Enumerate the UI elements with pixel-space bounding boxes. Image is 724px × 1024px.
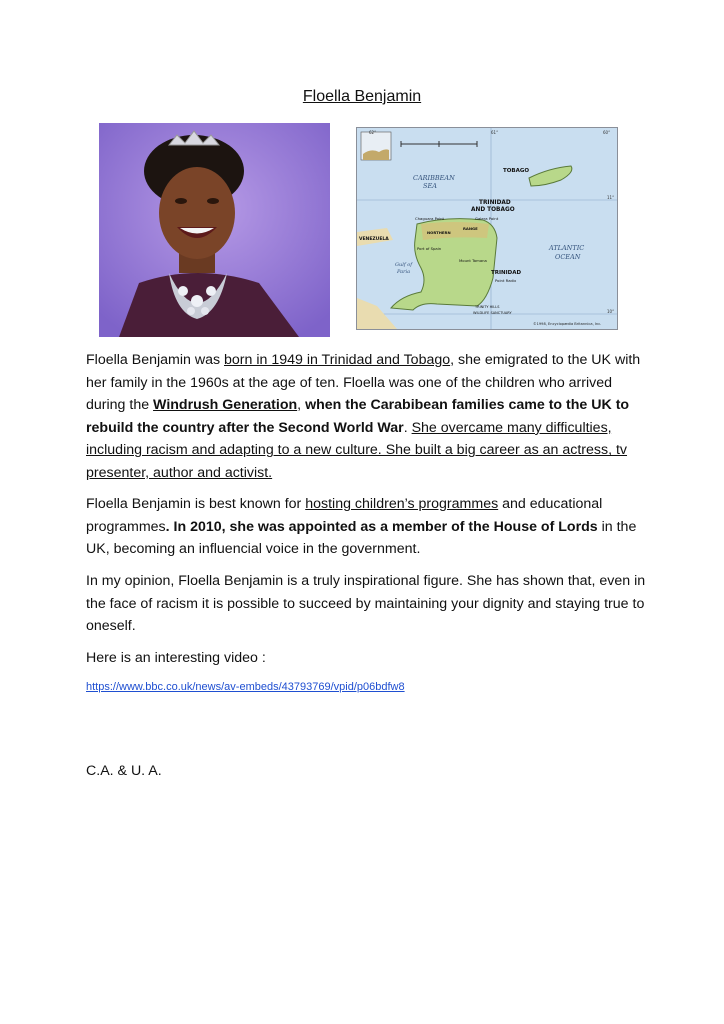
text-run: , she emigrated to the UK with her family in the 1960s at the age of ten. Floella was one of the children who arrived during the (86, 352, 641, 414)
map-country-label: TRINIDAD (479, 200, 511, 206)
text-run: and educational programmes (86, 496, 603, 535)
map-place-label: RANGE (463, 226, 478, 231)
map-place-label: Chaguara Point (415, 216, 445, 221)
signature: C.A. & U. A. (86, 763, 162, 779)
map-country-label-2: AND TOBAGO (471, 207, 515, 213)
map-ocean-label-2: OCEAN (555, 253, 581, 261)
video-intro-text: Here is an interesting video : (86, 650, 266, 666)
page-title: Floella Benjamin (302, 88, 422, 105)
map-grid-label: 10° (607, 309, 615, 314)
map-ocean-label: ATLANTIC (549, 244, 585, 252)
paragraph-video-intro (86, 647, 646, 670)
map-grid-label: 62° (369, 130, 377, 135)
paragraph-biography (86, 349, 646, 485)
map-place-label: Mount Tamana (459, 258, 487, 263)
underlined-text: She overcame many difficulties, including racism and adapting to a new culture. She built a big career as an actress, tv presenter, author and activist. (86, 419, 628, 481)
opinion-text: In my opinion, Floella Benjamin is a truly inspirational figure. She has shown that, even in the face of racism it is possible to succeed by maintaining your dignity and staying true to oneself. (86, 573, 646, 635)
map-place-label: TRINITY HILLS (475, 305, 500, 309)
text-run: , (297, 397, 306, 414)
text-run: in the UK, becoming an influencial voice in the government. (86, 518, 637, 558)
map-credit: ©1998, Encyclopædia Britannica, Inc. (533, 322, 602, 326)
text-run: Floella Benjamin is best known for (86, 496, 306, 512)
map-gulf-label-2: Paria (397, 269, 411, 275)
underlined-text: born in 1949 in Trinidad and Tobago (224, 352, 451, 368)
map-sea-label: CARIBBEAN (413, 174, 455, 182)
map-place-label: Point Radix (495, 278, 517, 283)
map-place-label: NORTHERN (427, 230, 451, 235)
map-place-label: Galera Point (475, 216, 499, 221)
map-place-label: Port of Spain (417, 246, 442, 251)
map-grid-label: 60° (603, 130, 611, 135)
video-link[interactable]: https://www.bbc.co.uk/news/av-embeds/43793769/vpid/p06bdfw8 (86, 681, 405, 693)
map-sea-label-2: SEA (423, 182, 437, 190)
bold-text: when the Carabibean families came to the UK to rebuild the country after the Second World War (86, 397, 630, 436)
paragraph-opinion (86, 570, 646, 638)
text-run: Floella Benjamin was (86, 352, 224, 368)
paragraph-career (86, 493, 646, 561)
map-trinidad-label: TRINIDAD (491, 270, 522, 276)
map-place-label: WILDLIFE SANCTUARY (473, 311, 512, 315)
map-grid-label: 61° (491, 130, 499, 135)
map-tobago-label: TOBAGO (503, 168, 530, 174)
bold-underlined-text: Windrush Generation (153, 397, 298, 414)
trinidad-tobago-map (356, 127, 618, 330)
map-venezuela-label: VENEZUELA (359, 237, 389, 242)
text-run: . (403, 419, 412, 436)
bold-text: . In 2010, she was appointed as a member of the House of Lords (165, 518, 598, 535)
map-grid-label: 11° (607, 195, 615, 200)
portrait-photo (99, 123, 330, 337)
map-gulf-label: Gulf of (395, 262, 413, 268)
underlined-text: hosting children’s programmes (305, 496, 499, 512)
